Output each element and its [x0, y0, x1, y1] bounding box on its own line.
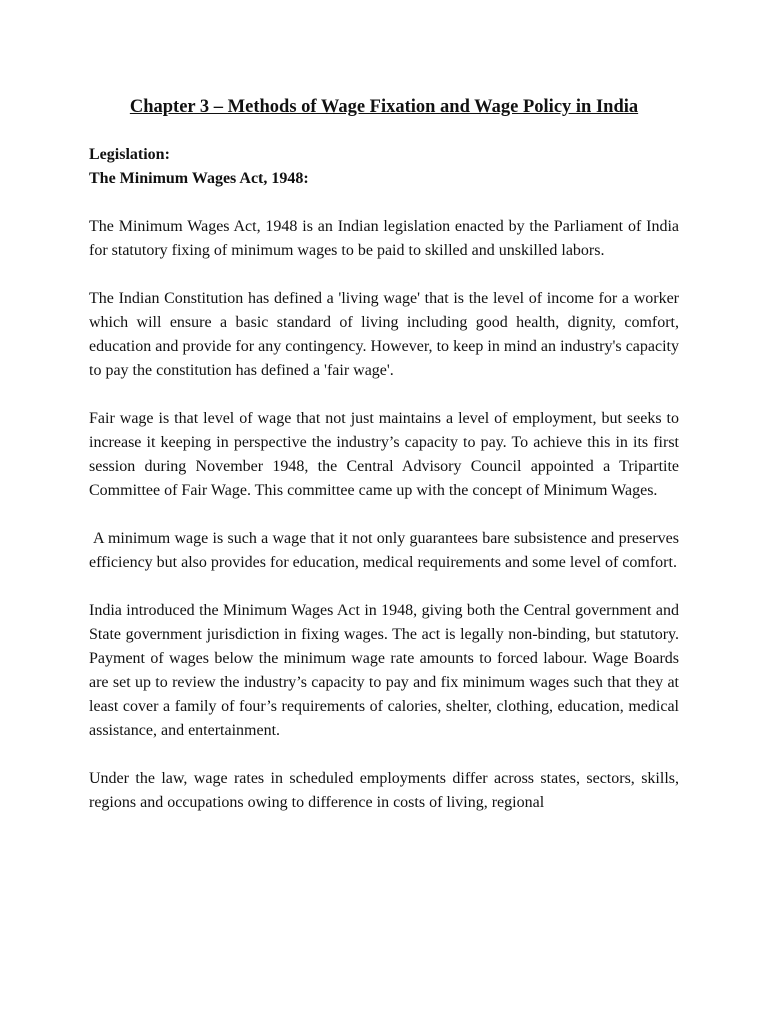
paragraph-5: India introduced the Minimum Wages Act in 1948, giving both the Central government and State government jurisdiction in fixing wages. The act is legally non-binding, but statutory. Payment of wages below the minimum wage rate amounts to forced labour. Wage Boards are set up to review the industry’s capacity to pay and fix minimum wages such that they at least cover a family of four’s requirements of calories, shelter, clothing, education, medical assistance, and entertainment. [89, 602, 679, 739]
section-heading: Legislation: [89, 146, 170, 163]
chapter-title: Chapter 3 – Methods of Wage Fixation and Wage Policy in India [129, 97, 639, 117]
subsection-heading: The Minimum Wages Act, 1948: [89, 170, 309, 187]
paragraph-6: Under the law, wage rates in scheduled employments differ across states, sectors, skills, regions and occupations owing to difference in costs of living, regional [89, 770, 679, 811]
paragraph-2: The Indian Constitution has defined a 'living wage' that is the level of income for a worker which will ensure a basic standard of living including good health, dignity, comfort, education and provide for any contingency. However, to keep in mind an industry's capacity to pay the constitution has defined a 'fair wage'. [89, 290, 679, 379]
paragraph-4: A minimum wage is such a wage that it not only guarantees bare subsistence and preserves efficiency but also provides for education, medical requirements and some level of comfort. [89, 530, 679, 571]
paragraph-3: Fair wage is that level of wage that not just maintains a level of employment, but seeks to increase it keeping in perspective the industry’s capacity to pay. To achieve this in its first session during November 1948, the Central Advisory Council appointed a Tripartite Committee of Fair Wage. This committee came up with the concept of Minimum Wages. [89, 410, 679, 499]
heading-block [89, 143, 679, 191]
paragraph-1: The Minimum Wages Act, 1948 is an Indian legislation enacted by the Parliament of India for statutory fixing of minimum wages to be paid to skilled and unskilled labors. [89, 218, 679, 259]
